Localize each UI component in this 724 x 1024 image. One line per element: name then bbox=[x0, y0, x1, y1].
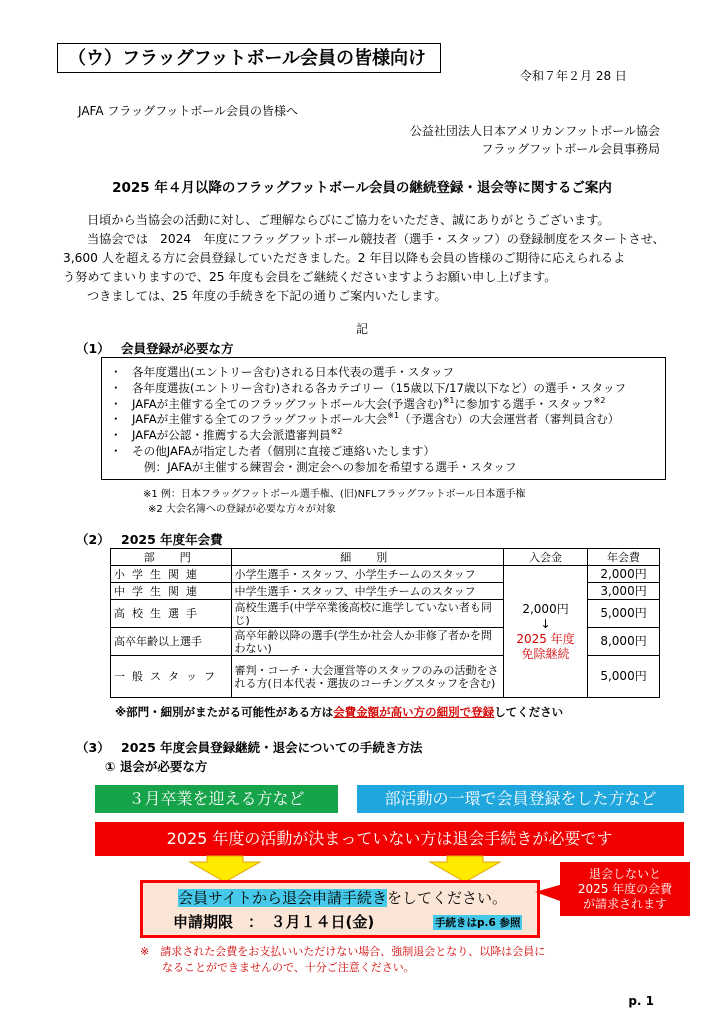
column-header: 入会金 bbox=[504, 549, 588, 566]
down-arrow-icon bbox=[430, 856, 500, 882]
section-2-number: （2） bbox=[76, 532, 110, 547]
list-item: ・ JAFAが公認・推薦する大会派遣審判員$^{※2}$ bbox=[110, 427, 343, 443]
fee-category-warning: ※部門・細別がまたがる可能性がある方は会費金額が高い方の細別で登録してください bbox=[115, 705, 564, 719]
list-item: ・ JAFAが主催する全てのフラッグフットボール大会(予選含む)$^{※1}$に参加する選手・スタッフ$^{※2}$ bbox=[110, 395, 606, 411]
ki-marker: 記 bbox=[355, 322, 368, 336]
fee-warning-callout: 退会しないと 2025 年度の会費 が請求されます bbox=[560, 862, 690, 916]
withdrawal-required-banner: 2025 年度の活動が決まっていない方は退会手続きが必要です bbox=[95, 822, 684, 856]
document-date: 令和７年２月 28 日 bbox=[520, 69, 627, 83]
withdrawal-instruction: 会員サイトから退会申請手続きをしてください。 bbox=[178, 889, 507, 907]
table-row: 小学生関連 小学生選手・スタッフ、小学生チームのスタッフ 2,000円 ↓ 2025 年度 免除継続 2,000円 bbox=[111, 566, 660, 583]
table-row: 中学生関連 中学生選手・スタッフ、中学生チームのスタッフ 3,000円 bbox=[111, 583, 660, 600]
table-row: 高卒年齢以上選手 高卒年齢以降の選手(学生か社会人か非修了者かを問わない) 8,000円 bbox=[111, 628, 660, 656]
list-item: ・ 各年度選出(エントリー含む)される日本代表の選手・スタッフ bbox=[110, 365, 455, 379]
forced-withdrawal-note: ※ 請求された会費をお支払いいただけない場合、強制退会となり、以降は会員に なることができませんので、十分ご注意ください。 bbox=[140, 945, 546, 974]
column-header: 部 門 bbox=[111, 549, 232, 566]
entrance-fee-cell: 2,000円 ↓ 2025 年度 免除継続 bbox=[504, 566, 588, 698]
section-1-title: 会員登録が必要な方 bbox=[121, 341, 234, 356]
intro-paragraph-2a: 当協会では 2024 年度にフラッグフットボール競技者（選手・スタッフ）の登録制度をスタートさせ、 bbox=[87, 232, 665, 246]
table-row: 一般スタッフ 審判・コーチ・大会運営等のスタッフのみの活動をされる方(日本代表・選抜のコーチングスタッフを含む) 5,000円 bbox=[111, 656, 660, 698]
note-2: ※2 大会名簿への登録が必要な方々が対象 bbox=[148, 504, 336, 515]
section-3-title: 2025 年度会員登録継続・退会についての手続き方法 bbox=[121, 740, 423, 755]
list-item: ・ JAFAが主催する全てのフラッグフットボール大会$^{※1}$（予選含む）の大会運営者（審判員含む） bbox=[110, 411, 620, 427]
intro-paragraph-2c: う努めてまいりますので、25 年度も会員をご継続くださいますようお願い申し上げます。 bbox=[63, 270, 557, 284]
addressee: JAFA フラッグフットボール会員の皆様へ bbox=[78, 104, 299, 118]
club-activity-members-banner: 部活動の一環で会員登録をした方など bbox=[357, 785, 684, 813]
graduating-members-banner: ３月卒業を迎える方など bbox=[95, 785, 338, 813]
deadline: 申請期限 ： ３月１４日(金) bbox=[173, 913, 375, 931]
note-1: ※1 例：日本フラッグフットボール選手権、(旧)NFLフラッグフットボール日本選手権 bbox=[143, 489, 526, 500]
procedure-reference: 手続きはp.6 参照 bbox=[435, 917, 521, 929]
table-row: 高校生選手 高校生選手(中学卒業後高校に進学していない者も同じ) 5,000円 bbox=[111, 600, 660, 628]
section-3-number: （3） bbox=[76, 740, 110, 755]
section-2-title: 2025 年度年会費 bbox=[121, 532, 223, 547]
section-1-number: （1） bbox=[76, 341, 110, 356]
column-header: 細 別 bbox=[231, 549, 503, 566]
down-arrow-icon bbox=[190, 856, 260, 882]
intro-paragraph-1: 日頃から当協会の活動に対し、ご理解ならびにご協力をいただき、誠にありがとうございます。 bbox=[87, 213, 610, 227]
notice-heading: 2025 年４月以降のフラッグフットボール会員の継続登録・退会等に関するご案内 bbox=[112, 180, 612, 196]
list-item-example: 例：JAFAが主催する練習会・測定会への参加を希望する選手・スタッフ bbox=[144, 459, 517, 474]
document-title: （ウ）フラッグフットボール会員の皆様向け bbox=[57, 43, 441, 73]
column-header: 年会費 bbox=[588, 549, 660, 566]
section-3-subheading: ① 退会が必要な方 bbox=[105, 759, 208, 774]
list-item: ・ その他JAFAが指定した者（個別に直接ご連絡いたします） bbox=[110, 443, 435, 458]
list-item: ・ 各年度選抜(エントリー含む)される各カテゴリー（15歳以下/17歳以下など）の選手・スタッフ bbox=[110, 380, 627, 395]
page-number: p. 1 bbox=[628, 994, 654, 1008]
org-name: 公益社団法人日本アメリカンフットボール協会 bbox=[409, 124, 660, 138]
org-office: フラッグフットボール会員事務局 bbox=[481, 142, 660, 156]
intro-paragraph-2b: 3,600 人を超える方に会員登録していただきました。2 年目以降も会員の皆様のご期待に応えられるよ bbox=[63, 251, 626, 265]
intro-paragraph-3: つきましては、25 年度の手続きを下記の通りご案内いたします。 bbox=[87, 289, 447, 303]
withdrawal-instruction-box bbox=[140, 880, 540, 938]
